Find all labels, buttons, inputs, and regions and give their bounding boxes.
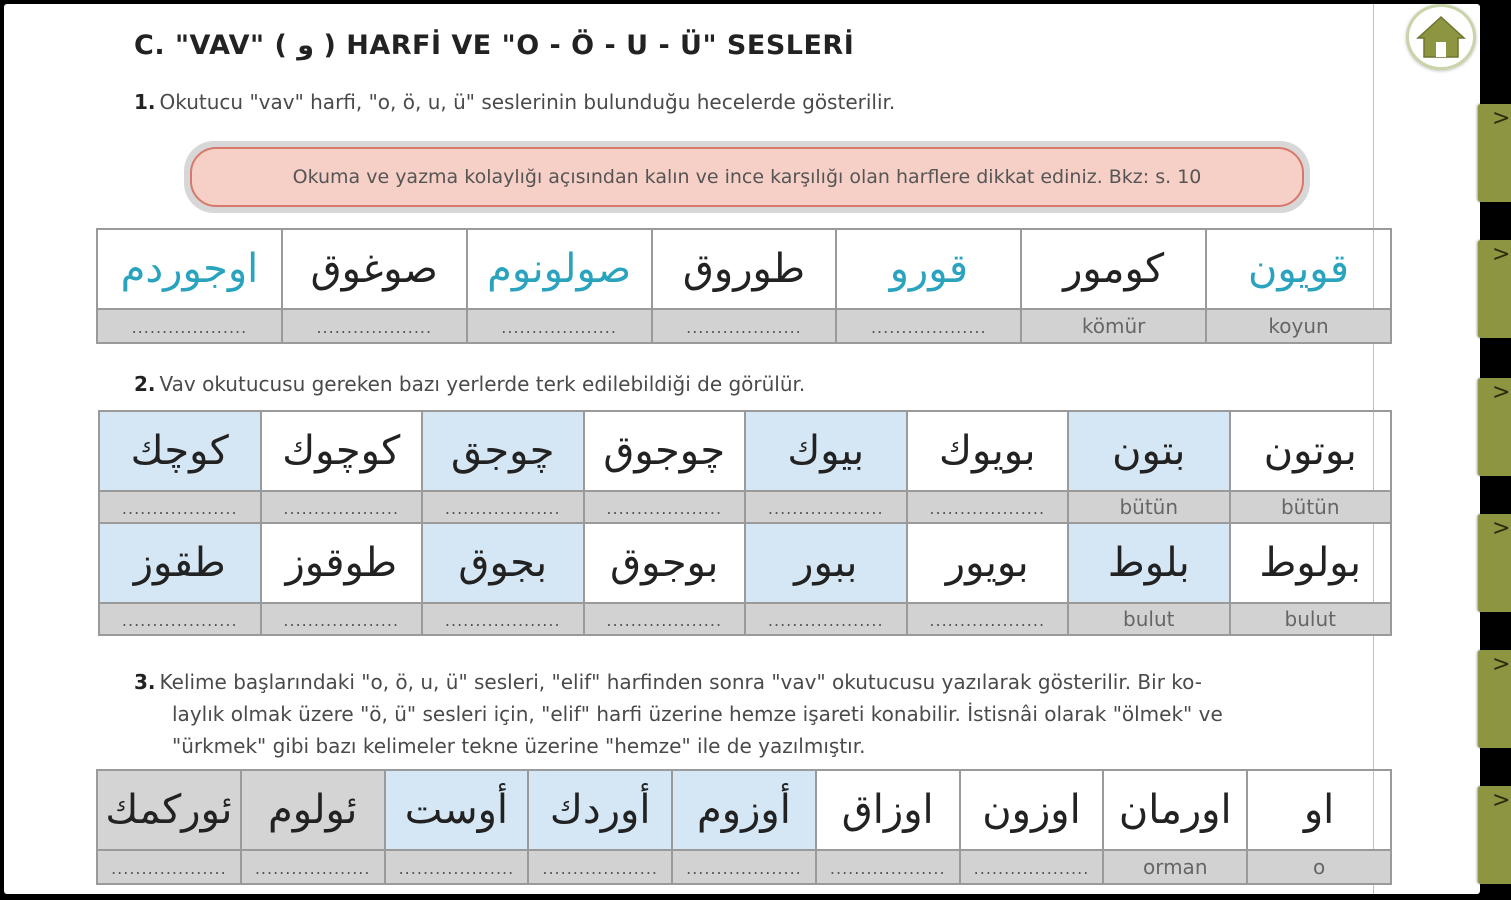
answer-blank[interactable] bbox=[816, 850, 960, 884]
answer-blank[interactable] bbox=[672, 850, 816, 884]
note-text: Okuma ve yazma kolaylığı açısından kalın ve ince karşılığı olan harflere dikkat ediniz. Bkz: s. 10 bbox=[190, 147, 1304, 207]
note-box bbox=[184, 141, 1310, 213]
answer-blank[interactable] bbox=[652, 309, 837, 343]
answer-blank[interactable] bbox=[261, 491, 423, 523]
answer-cell[interactable] bbox=[1068, 603, 1230, 635]
answer-blank[interactable] bbox=[99, 603, 261, 635]
ottoman-word: ئولوم bbox=[267, 787, 358, 833]
side-tab-arrow: > bbox=[1492, 788, 1511, 813]
ottoman-word: طقوز bbox=[133, 540, 226, 586]
answer-blank[interactable] bbox=[241, 850, 385, 884]
side-tab-1[interactable] bbox=[1478, 104, 1511, 202]
answer-dots: ................... bbox=[606, 611, 723, 630]
answer-blank[interactable] bbox=[907, 491, 1069, 523]
answer-cell[interactable] bbox=[1230, 603, 1392, 635]
answer-dots: ................... bbox=[870, 318, 987, 337]
side-tab-4[interactable] bbox=[1478, 514, 1511, 612]
ottoman-word: بولوط bbox=[1259, 540, 1362, 586]
answer-blank[interactable] bbox=[385, 850, 529, 884]
answer-text: kömür bbox=[1081, 314, 1146, 338]
ottoman-word: أوردك bbox=[549, 787, 651, 833]
answer-cell[interactable] bbox=[1247, 850, 1391, 884]
page-title: C. "VAV" ( و ) HARFİ VE "O - Ö - U - Ü" SESLERİ bbox=[134, 30, 855, 61]
side-tab-6[interactable] bbox=[1478, 786, 1511, 884]
answer-cell[interactable] bbox=[1021, 309, 1206, 343]
ottoman-word: ئوركمك bbox=[105, 787, 233, 833]
instruction-3 bbox=[134, 666, 1223, 762]
answer-dots: ................... bbox=[111, 859, 227, 878]
ottoman-word-cell bbox=[422, 411, 584, 491]
side-tab-3[interactable] bbox=[1478, 378, 1511, 476]
instruction-1 bbox=[134, 90, 895, 114]
ottoman-word: كوچوك bbox=[282, 428, 401, 474]
ottoman-word-cell bbox=[261, 411, 423, 491]
ottoman-word: كومور bbox=[1063, 246, 1165, 292]
answer-text: bulut bbox=[1284, 607, 1336, 631]
ottoman-word: أوزوم bbox=[697, 787, 791, 833]
ottoman-word-cell bbox=[241, 770, 385, 850]
ottoman-word-cell bbox=[1068, 411, 1230, 491]
answer-dots: ................... bbox=[283, 499, 400, 518]
answer-dots: ................... bbox=[444, 499, 561, 518]
ottoman-word-cell bbox=[467, 229, 652, 309]
answer-blank[interactable] bbox=[99, 491, 261, 523]
ottoman-word-cell bbox=[672, 770, 816, 850]
ottoman-word-cell bbox=[1230, 523, 1392, 603]
answer-blank[interactable] bbox=[907, 603, 1069, 635]
instruction-text-line-2: laylık olmak üzere "ö, ü" sesleri için, "elif" harfi üzerine hemze işareti konabilir. İstisnâi olarak "ölmek" ve bbox=[172, 702, 1223, 726]
side-tab-arrow: > bbox=[1492, 242, 1511, 267]
answer-dots: ................... bbox=[501, 318, 617, 337]
answer-blank[interactable] bbox=[836, 309, 1021, 343]
ottoman-word-cell bbox=[1247, 770, 1391, 850]
answer-text: orman bbox=[1142, 855, 1208, 879]
side-tab-arrow: > bbox=[1492, 516, 1511, 541]
ottoman-word: قورو bbox=[889, 246, 968, 292]
workbook-page bbox=[4, 4, 1480, 894]
instruction-text-line-3: "ürkmek" gibi bazı kelimeler tekne üzerine "hemze" ile de yazılmıştır. bbox=[172, 734, 866, 758]
ottoman-word: صوغوق bbox=[310, 246, 438, 292]
ottoman-word-cell bbox=[1021, 229, 1206, 309]
answer-blank[interactable] bbox=[960, 850, 1104, 884]
ottoman-word: طوقوز bbox=[285, 540, 398, 586]
answer-blank[interactable] bbox=[745, 603, 907, 635]
side-tab-arrow: > bbox=[1492, 380, 1511, 405]
ottoman-word: بويوك bbox=[938, 428, 1036, 474]
ottoman-word-cell bbox=[99, 411, 261, 491]
ottoman-word: بويور bbox=[945, 540, 1029, 586]
answer-cell[interactable] bbox=[1230, 491, 1392, 523]
answer-dots: ................... bbox=[767, 611, 884, 630]
answer-blank[interactable] bbox=[584, 491, 746, 523]
side-tab-2[interactable] bbox=[1478, 240, 1511, 338]
ottoman-word-cell bbox=[282, 229, 467, 309]
ottoman-word-cell bbox=[836, 229, 1021, 309]
answer-dots: ................... bbox=[929, 499, 1046, 518]
ottoman-word: او bbox=[1303, 787, 1335, 833]
ottoman-word-cell bbox=[1068, 523, 1230, 603]
ottoman-word: چوجق bbox=[451, 428, 555, 474]
ottoman-word-cell bbox=[652, 229, 837, 309]
answer-dots: ................... bbox=[829, 859, 946, 878]
ottoman-word: ببور bbox=[794, 540, 858, 586]
ottoman-word: بوجوق bbox=[610, 540, 719, 586]
answer-blank[interactable] bbox=[97, 309, 282, 343]
ottoman-word: اورمان bbox=[1118, 787, 1232, 833]
answer-dots: ................... bbox=[929, 611, 1046, 630]
answer-dots: ................... bbox=[686, 318, 802, 337]
answer-dots: ................... bbox=[767, 499, 884, 518]
answer-dots: ................... bbox=[316, 318, 433, 337]
instruction-number: 3. bbox=[134, 670, 156, 694]
ottoman-word-cell bbox=[261, 523, 423, 603]
answer-cell[interactable] bbox=[1206, 309, 1391, 343]
ottoman-word: طوروق bbox=[682, 246, 806, 292]
answer-text: o bbox=[1312, 855, 1326, 879]
answer-blank[interactable] bbox=[282, 309, 467, 343]
instruction-text: Vav okutucusu gereken bazı yerlerde terk edilebildiği de görülür. bbox=[159, 372, 806, 396]
answer-cell[interactable] bbox=[1103, 850, 1247, 884]
answer-cell[interactable] bbox=[1068, 491, 1230, 523]
answer-blank[interactable] bbox=[584, 603, 746, 635]
ottoman-word-cell bbox=[422, 523, 584, 603]
ottoman-word: بلوط bbox=[1107, 540, 1190, 586]
ottoman-word-cell bbox=[584, 411, 746, 491]
ottoman-word: قويون bbox=[1248, 246, 1350, 292]
answer-dots: ................... bbox=[686, 859, 802, 878]
ottoman-word-cell bbox=[745, 523, 907, 603]
instruction-number: 2. bbox=[134, 372, 156, 396]
instruction-text: Okutucu "vav" harfi, "o, ö, u, ü" seslerinin bulunduğu hecelerde gösterilir. bbox=[159, 90, 896, 114]
answer-dots: ................... bbox=[254, 859, 371, 878]
instruction-text-line-1: Kelime başlarındaki "o, ö, u, ü" sesleri, "elif" harfinden sonra "vav" okutucusu yazılarak gösterilir. Bir ko- bbox=[159, 670, 1202, 694]
ottoman-word-cell bbox=[528, 770, 672, 850]
side-tab-arrow: > bbox=[1492, 106, 1511, 131]
answer-text: bütün bbox=[1280, 495, 1340, 519]
ottoman-word: كوچك bbox=[130, 428, 229, 474]
table-1 bbox=[96, 228, 1392, 344]
ottoman-word-cell bbox=[907, 523, 1069, 603]
answer-dots: ................... bbox=[121, 611, 238, 630]
answer-dots: ................... bbox=[606, 499, 723, 518]
ottoman-word: اوزون bbox=[982, 787, 1081, 833]
ottoman-word-cell bbox=[1103, 770, 1247, 850]
instruction-number: 1. bbox=[134, 90, 156, 114]
answer-dots: ................... bbox=[542, 859, 658, 878]
ottoman-word-cell bbox=[960, 770, 1104, 850]
answer-dots: ................... bbox=[973, 859, 1090, 878]
answer-text: koyun bbox=[1268, 314, 1329, 338]
ottoman-word: چوجوق bbox=[603, 428, 726, 474]
ottoman-word: بيوك bbox=[787, 428, 865, 474]
ottoman-word-cell bbox=[385, 770, 529, 850]
ottoman-word: اوجوردم bbox=[120, 246, 259, 292]
answer-blank[interactable] bbox=[528, 850, 672, 884]
answer-dots: ................... bbox=[131, 318, 248, 337]
side-tab-5[interactable] bbox=[1478, 650, 1511, 748]
table-2 bbox=[98, 410, 1392, 636]
ottoman-word-cell bbox=[97, 229, 282, 309]
answer-blank[interactable] bbox=[261, 603, 423, 635]
ottoman-word: بوتون bbox=[1263, 428, 1357, 474]
answer-text: bulut bbox=[1123, 607, 1175, 631]
answer-dots: ................... bbox=[121, 499, 238, 518]
ottoman-word-cell bbox=[816, 770, 960, 850]
ottoman-word-cell bbox=[99, 523, 261, 603]
home-button[interactable] bbox=[1406, 4, 1476, 70]
answer-dots: ................... bbox=[398, 859, 515, 878]
answer-blank[interactable] bbox=[745, 491, 907, 523]
ottoman-word: اوزاق bbox=[841, 787, 934, 833]
ottoman-word-cell bbox=[1230, 411, 1392, 491]
ottoman-word: أوست bbox=[404, 787, 509, 833]
answer-blank[interactable] bbox=[467, 309, 652, 343]
answer-blank[interactable] bbox=[422, 603, 584, 635]
answer-blank[interactable] bbox=[97, 850, 241, 884]
side-tab-arrow: > bbox=[1492, 652, 1511, 677]
table-3 bbox=[96, 769, 1392, 885]
ottoman-word: بتون bbox=[1112, 428, 1186, 474]
ottoman-word: بجوق bbox=[458, 540, 548, 586]
ottoman-word-cell bbox=[97, 770, 241, 850]
answer-text: bütün bbox=[1119, 495, 1179, 519]
ottoman-word-cell bbox=[1206, 229, 1391, 309]
ottoman-word: صولونوم bbox=[487, 246, 632, 292]
home-icon bbox=[1416, 14, 1466, 60]
ottoman-word-cell bbox=[907, 411, 1069, 491]
answer-dots: ................... bbox=[283, 611, 400, 630]
answer-blank[interactable] bbox=[422, 491, 584, 523]
instruction-2 bbox=[134, 372, 805, 396]
answer-dots: ................... bbox=[444, 611, 561, 630]
ottoman-word-cell bbox=[584, 523, 746, 603]
ottoman-word-cell bbox=[745, 411, 907, 491]
